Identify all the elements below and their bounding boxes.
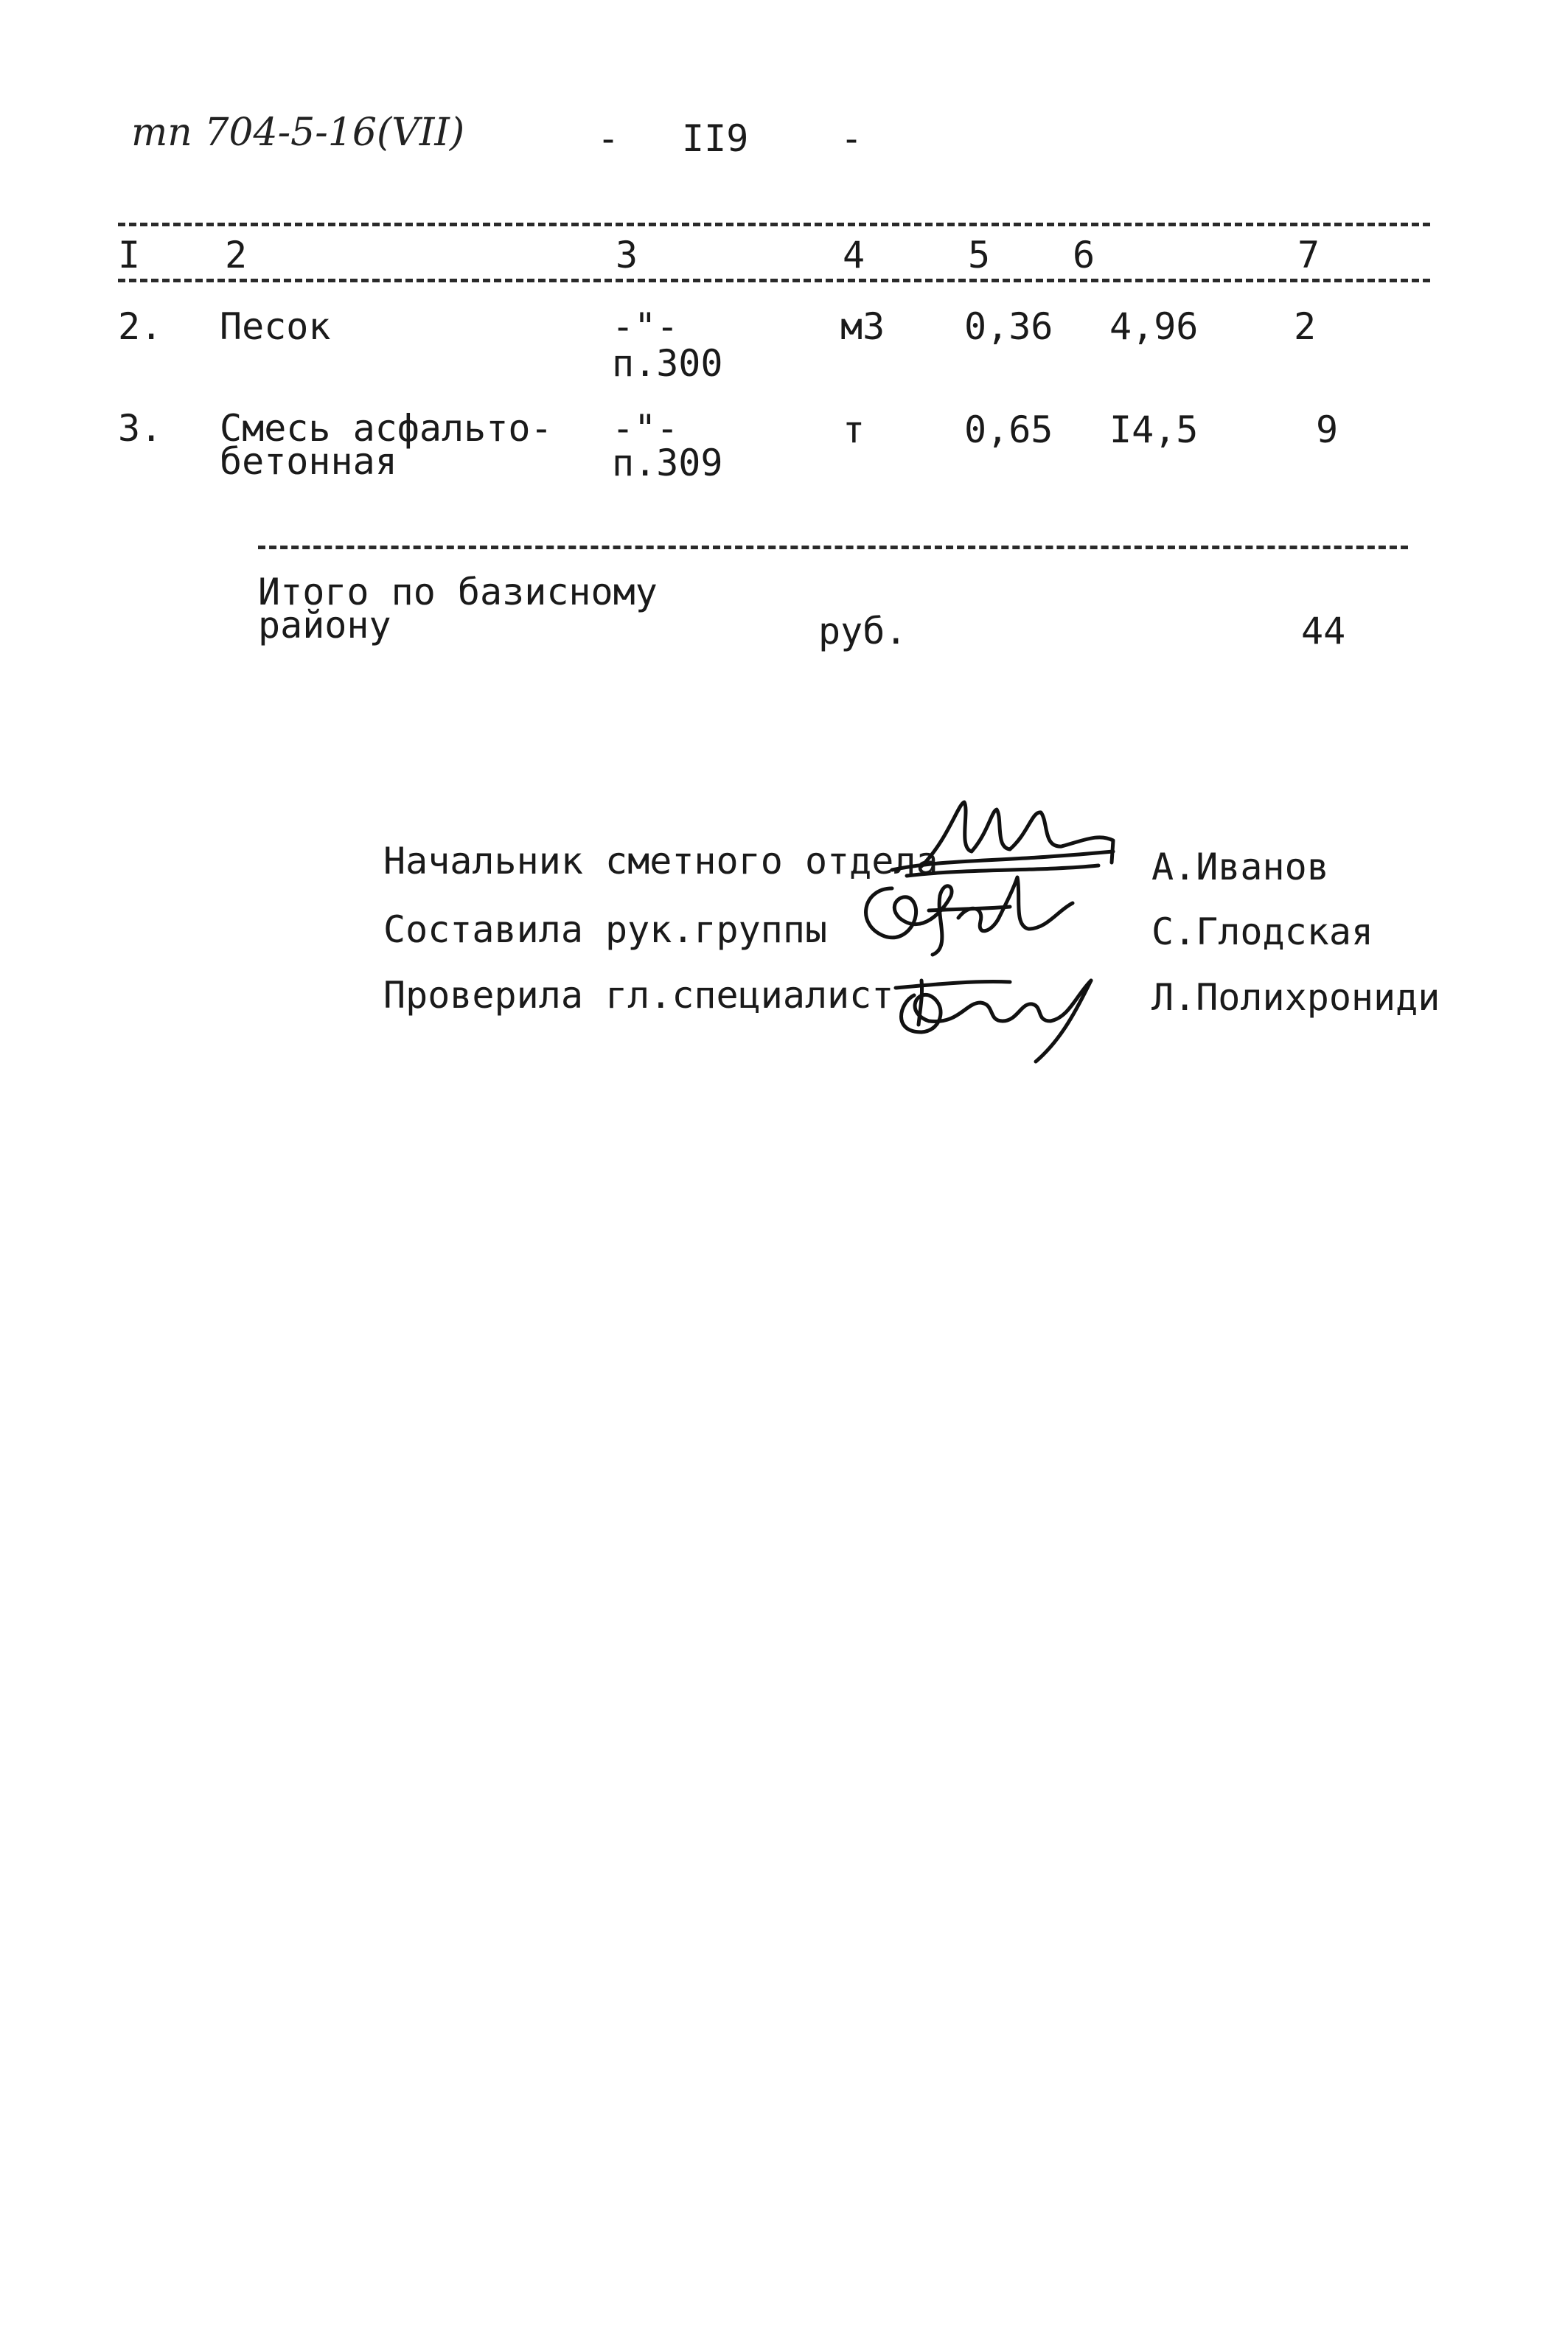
material-name-line-2: бетонная — [220, 440, 397, 483]
column-number-7: 7 — [1297, 234, 1320, 276]
column-number-6: 6 — [1073, 234, 1095, 276]
header-dash-left: - — [597, 117, 620, 160]
handwritten-signature-3 — [877, 951, 1121, 1069]
reference-item: п.309 — [612, 442, 723, 484]
column-number-2: 2 — [225, 234, 248, 276]
signature-name-2: С.Глодская — [1151, 910, 1374, 953]
header-dash-right: - — [840, 117, 863, 160]
column-number-4: 4 — [843, 234, 865, 276]
signature-name-1: А.Иванов — [1151, 846, 1329, 888]
quantity: 0,36 — [964, 305, 1053, 348]
unit-price: I4,5 — [1109, 408, 1199, 451]
reference-item: п.300 — [612, 342, 723, 385]
signature-role-3: Проверила гл.специалист — [383, 974, 894, 1017]
summary-label-line-1: Итого по базисному — [258, 571, 658, 613]
unit-price: 4,96 — [1109, 305, 1199, 348]
column-number-3: 3 — [616, 234, 638, 276]
signature-role-1: Начальник сметного отдела — [383, 840, 938, 882]
table-top-rule — [118, 223, 1430, 226]
reference-ditto: -"- — [612, 305, 679, 348]
document-code: тп 704-5-16(VII) — [131, 111, 465, 155]
row-number: 2. — [118, 305, 163, 348]
summary-unit: руб. — [818, 610, 907, 652]
material-name-line-1: Смесь асфальто- — [220, 407, 553, 450]
quantity: 0,65 — [964, 408, 1053, 451]
unit: т — [843, 408, 865, 451]
summary-rule — [258, 546, 1408, 549]
page-number: II9 — [682, 117, 749, 160]
row-total: 9 — [1316, 408, 1339, 451]
summary-total: 44 — [1301, 610, 1346, 652]
unit: м3 — [840, 305, 885, 348]
summary-label-line-2: району — [258, 604, 391, 647]
reference-ditto: -"- — [612, 407, 679, 450]
material-name: Песок — [220, 305, 331, 348]
table-header-rule — [118, 279, 1430, 282]
row-total: 2 — [1294, 305, 1317, 348]
row-number: 3. — [118, 407, 163, 450]
column-number-5: 5 — [968, 234, 991, 276]
column-number-1: I — [118, 234, 141, 276]
signature-role-2: Составила рук.группы — [383, 908, 828, 951]
signature-name-3: Л.Полихрониди — [1151, 976, 1440, 1019]
handwritten-signature-2 — [840, 866, 1084, 962]
